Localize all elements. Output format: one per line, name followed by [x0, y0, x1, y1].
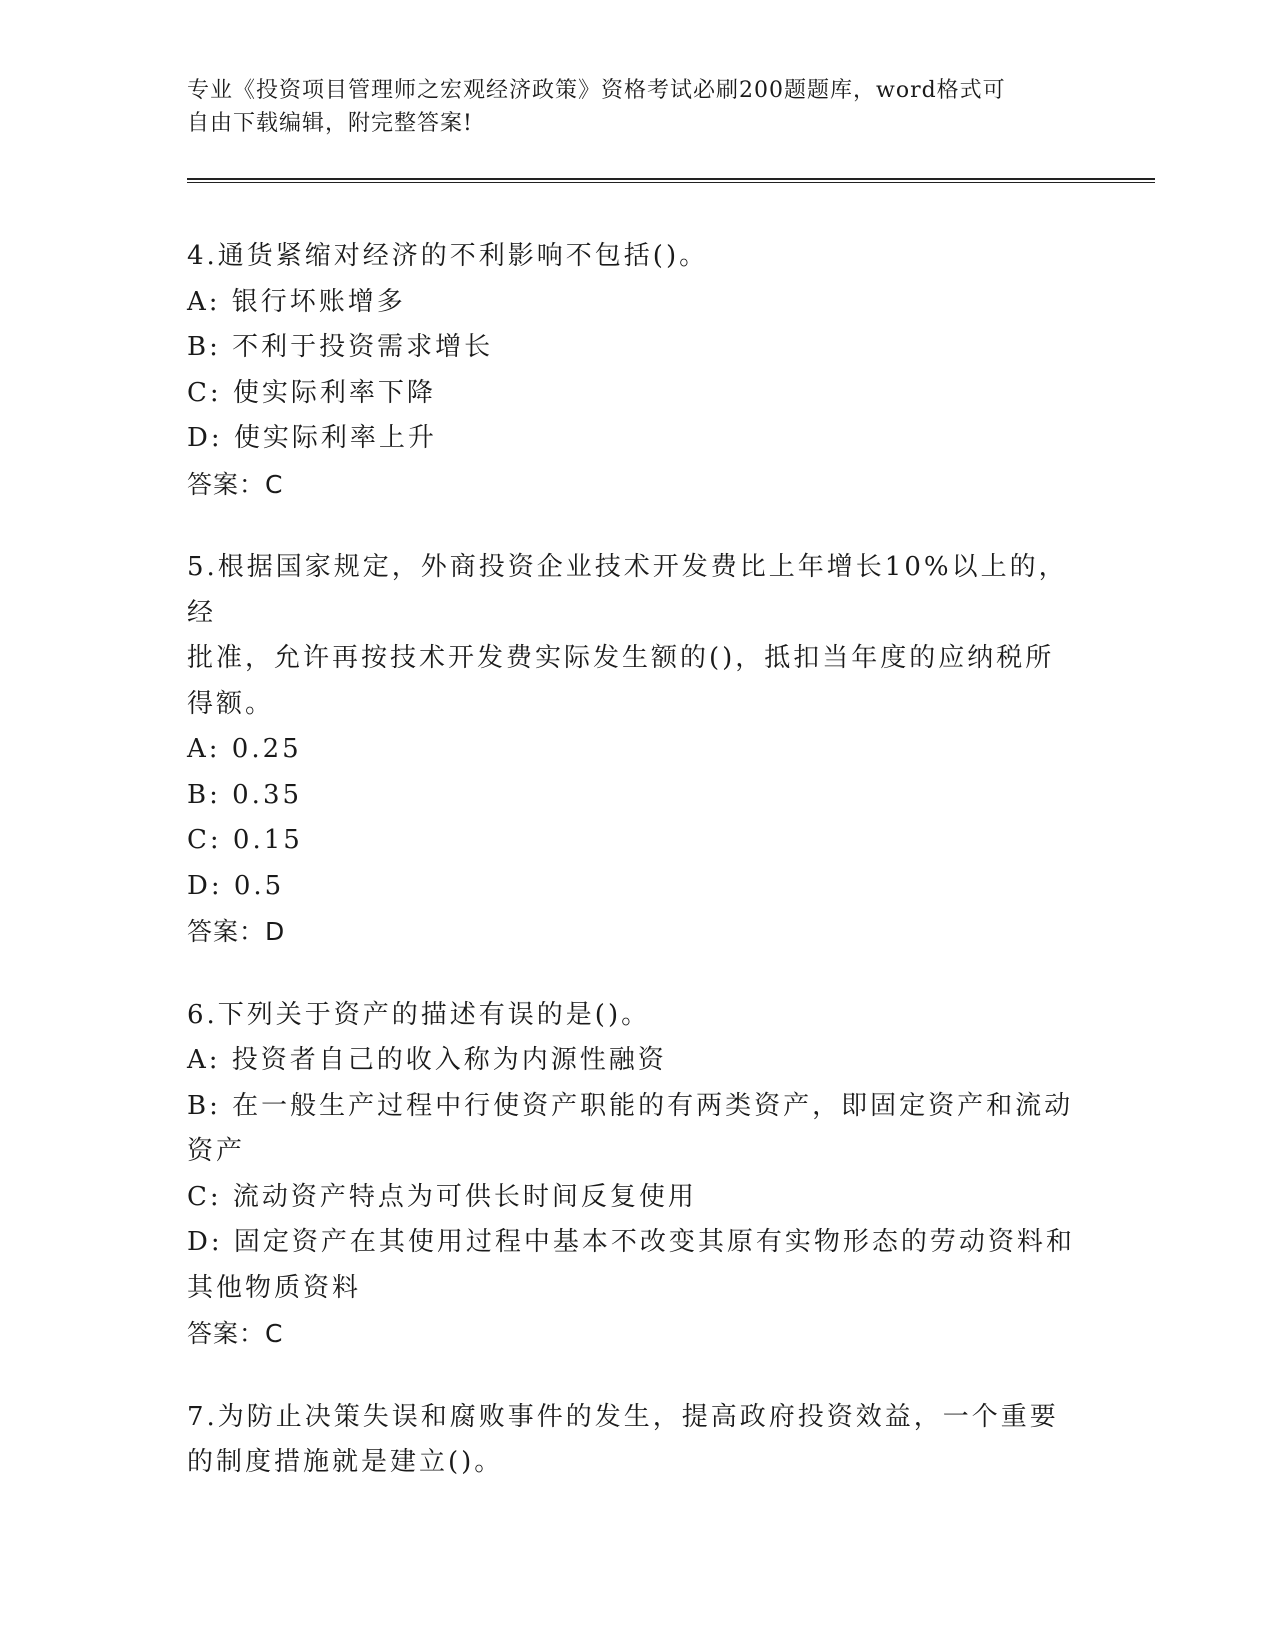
- question-6: [187, 993, 1087, 1357]
- option-b-cont: 资产: [187, 1136, 246, 1166]
- option-b: B: 0.35: [187, 779, 303, 810]
- option-d: D: 固定资产在其使用过程中基本不改变其原有实物形态的劳动资料和: [187, 1227, 1075, 1257]
- option-b: B: 在一般生产过程中行使资产职能的有两类资产，即固定资产和流动: [187, 1090, 1074, 1121]
- answer-line: 答案：C: [187, 469, 284, 499]
- question-7: [187, 1395, 1087, 1486]
- option-c: C: 0.15: [187, 825, 303, 855]
- header-line-2: 自由下载编辑，附完整答案!: [187, 111, 473, 136]
- header-divider: [187, 178, 1155, 183]
- option-d: D: 使实际利率上升: [187, 423, 437, 453]
- option-a: A: 0.25: [187, 734, 302, 764]
- question-stem: 5.根据国家规定，外商投资企业技术开发费比上年增长10%以上的，经: [187, 552, 1068, 628]
- question-stem: 6.下列关于资产的描述有误的是()。: [187, 999, 651, 1030]
- option-b: B: 不利于投资需求增长: [187, 332, 494, 362]
- option-c: C: 流动资产特点为可供长时间反复使用: [187, 1181, 697, 1212]
- question-stem-cont: 得额。: [187, 688, 275, 719]
- header-line-1: 专业《投资项目管理师之宏观经济政策》资格考试必刷200题题库，word格式可: [187, 78, 1006, 103]
- question-stem: 4.通货紧缩对经济的不利影响不包括()。: [187, 241, 709, 271]
- answer-line: 答案：C: [187, 1319, 284, 1348]
- question-4: [187, 234, 1087, 507]
- question-stem-cont: 的制度措施就是建立()。: [187, 1447, 504, 1477]
- answer-line: 答案：D: [187, 917, 286, 946]
- option-d: D: 0.5: [187, 870, 285, 901]
- document-header: [187, 74, 1087, 140]
- question-list: [187, 234, 1087, 1524]
- option-d-cont: 其他物质资料: [187, 1272, 362, 1303]
- option-a: A: 投资者自己的收入称为内源性融资: [187, 1045, 667, 1075]
- question-stem-cont: 批准，允许再按技术开发费实际发生额的()，抵扣当年度的应纳税所: [187, 643, 1055, 673]
- option-a: A: 银行坏账增多: [187, 286, 406, 317]
- option-c: C: 使实际利率下降: [187, 377, 436, 408]
- question-5: [187, 545, 1087, 955]
- question-stem: 7.为防止决策失误和腐败事件的发生，提高政府投资效益，一个重要: [187, 1401, 1059, 1432]
